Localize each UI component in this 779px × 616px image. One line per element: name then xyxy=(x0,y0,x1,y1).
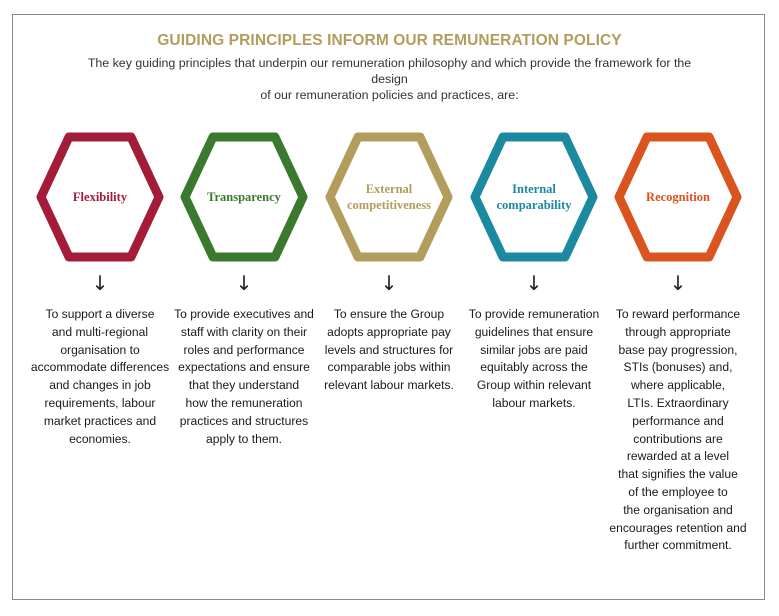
principle-external-competitiveness xyxy=(318,130,460,395)
principle-label: Flexibility xyxy=(72,190,128,204)
principle-label: Recognition xyxy=(646,190,710,204)
principle-label: Transparency xyxy=(207,190,281,204)
down-arrow-icon: ↓ xyxy=(235,271,253,295)
down-arrow-icon: ↓ xyxy=(525,271,543,295)
hexagon-internal-comparability xyxy=(469,130,599,264)
principle-transparency xyxy=(173,130,315,448)
diagram-subtitle: The key guiding principles that underpin our remuneration philosophy and which provide the framework for the design of our remuneration policies and practices, are: xyxy=(87,56,692,102)
down-arrow-icon: ↓ xyxy=(669,271,687,295)
down-arrow-icon: ↓ xyxy=(380,271,398,295)
principle-internal-comparability xyxy=(463,130,605,413)
hexagon-external-competitiveness xyxy=(324,130,454,264)
principle-description: To provide executives and staff with clarity on their roles and performance expectations and ensure that they understand how the remuneration practices and structures apply to them. xyxy=(174,307,314,446)
principle-label: Internal comparability xyxy=(496,182,572,212)
principle-flexibility xyxy=(29,130,171,448)
principle-description: To support a diverse and multi-regional organisation to accommodate differences and changes in job requirements, labour market practices and economies. xyxy=(30,307,170,446)
principle-description: To ensure the Group adopts appropriate pay levels and structures for comparable jobs within relevant labour markets. xyxy=(324,307,454,393)
principle-description: To reward performance through appropriate base pay progression, STIs (bonuses) and, where applicable, LTIs. Extraordinary performance and contributions are rewarded at a level that signifies the value of the employee to the organisation and encourages retention and further commitment. xyxy=(609,307,747,553)
hexagon-flexibility xyxy=(35,130,165,264)
hexagon-recognition xyxy=(613,130,743,264)
principle-description: To provide remuneration guidelines that ensure similar jobs are paid equitably across the Group within relevant labour markets. xyxy=(468,307,600,410)
principle-recognition xyxy=(607,130,749,555)
down-arrow-icon: ↓ xyxy=(91,271,109,295)
principle-label: External competitiveness xyxy=(346,182,431,212)
diagram-title: GUIDING PRINCIPLES INFORM OUR REMUNERATION POLICY xyxy=(157,32,622,49)
hexagon-transparency xyxy=(179,130,309,264)
